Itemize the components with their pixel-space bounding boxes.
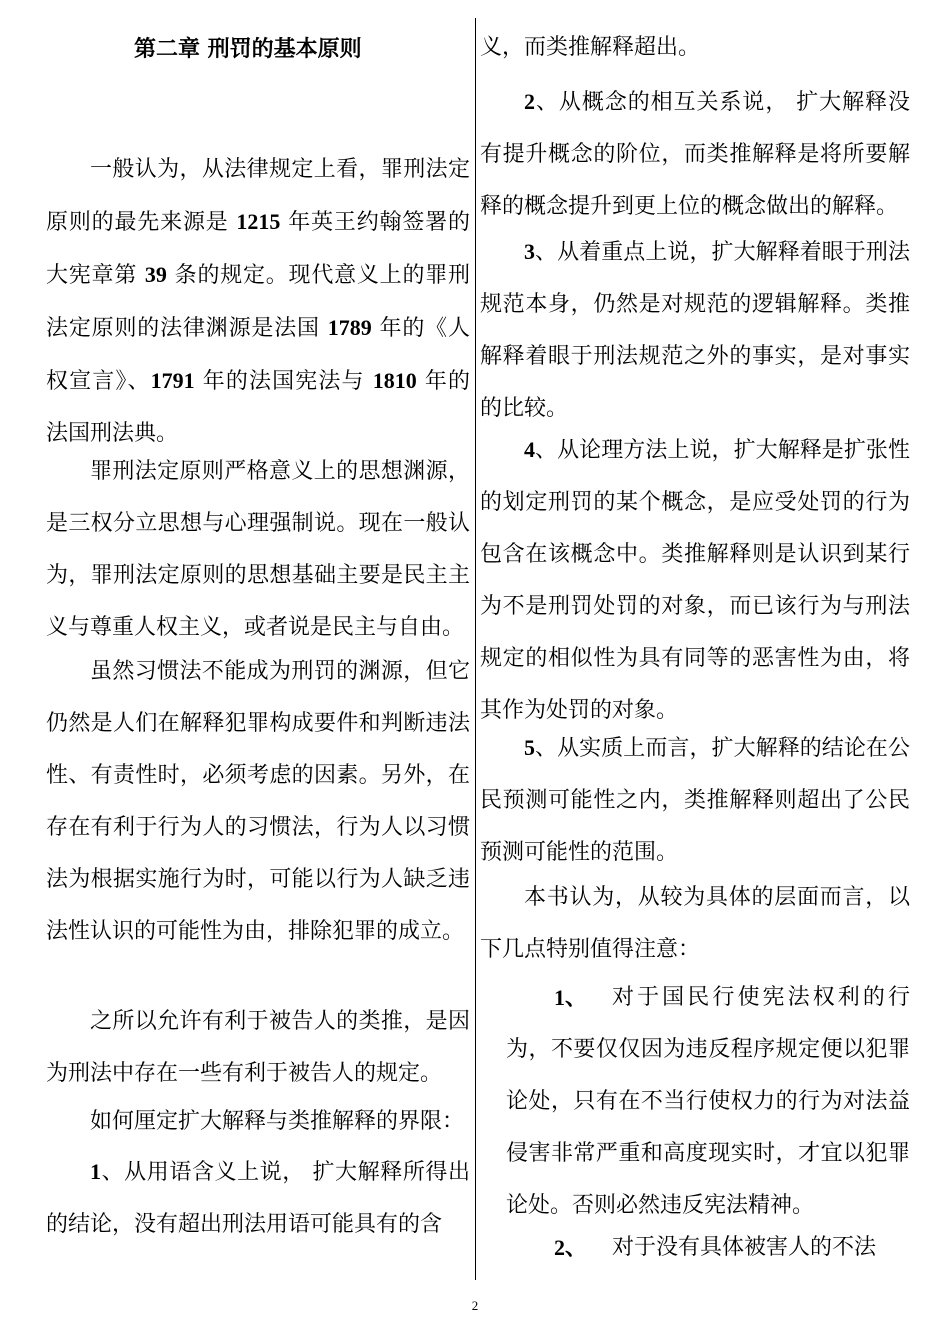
point-number: 4 <box>524 437 535 462</box>
paragraph-favorable-analogy: 之所以允许有利于被告人的类推，是因为刑法中存在一些有利于被告人的规定。 <box>46 1009 470 1086</box>
text-run: 年的《人权宣言》、 <box>46 316 470 394</box>
point-text: 、从论理方法上说，扩大解释是扩张性的划定刑罚的某个概念，是应受处罚的行为包含在该概念中。类推解释则是认识到某行为不是刑罚处罚的对象，而已该行为与刑法规定的相似性为具有同等的恶害性为由，将其作为处罚的对象。 <box>480 438 910 723</box>
paragraph-point-2 <box>480 76 910 233</box>
year-1215: 1215 <box>236 209 281 234</box>
paragraph-point-1 <box>46 1146 470 1251</box>
paragraph-point-4 <box>480 424 910 737</box>
text-run: 条的规定。现代意义上的罪刑法定原则的法律渊源是法国 <box>46 263 470 341</box>
point-text: 、从着重点上说，扩大解释着眼于刑法规范本身，仍然是对规范的逻辑解释。类推解释着眼于刑法规范之外的事实，是对事实的比较。 <box>480 240 910 421</box>
paragraph-ideological-source: 罪刑法定原则严格意义上的思想渊源，是三权分立思想与心理强制说。现在一般认为，罪刑法定原则的思想基础主要是民主主义与尊重人权主义，或者说是民主与自由。 <box>46 459 470 640</box>
point-text: 、从实质上而言，扩大解释的结论在公民预测可能性之内，类推解释则超出了公民预测可能性的范围。 <box>480 736 910 865</box>
chapter-title: 第二章 刑罚的基本原则 <box>134 37 362 62</box>
point-text: 、从概念的相互关系说， 扩大解释没有提升概念的阶位，而类推解释是将所要解释的概念提升到更上位的概念做出的解释。 <box>480 90 910 219</box>
text-run: 一般认为，从法律规定上看，罪刑法定原则的最先来源是 <box>46 157 470 235</box>
point-number: 5 <box>524 735 535 760</box>
text-run: 年的法国宪法与 <box>194 369 373 394</box>
page-number: 2 <box>471 1298 479 1313</box>
list-text: 对于国民行使宪法权利的行为，不要仅仅因为违反程序规定便以犯罪论处，只有在不当行使权力的行为对法益侵害非常严重和高度现实时，才宜以犯罪论处。否则必然违反宪法精神。 <box>506 985 910 1218</box>
list-number: 2、 <box>554 1235 588 1260</box>
paragraph-point-1-continued: 义，而类推解释超出。 <box>480 35 701 60</box>
point-number: 3 <box>524 239 535 264</box>
column-divider <box>475 18 476 1280</box>
year-1791: 1791 <box>150 368 195 393</box>
paragraph-boundary-question: 如何厘定扩大解释与类推解释的界限： <box>90 1109 465 1134</box>
point-text: 、从用语含义上说， 扩大解释所得出的结论，没有超出刑法用语可能具有的含 <box>46 1160 470 1237</box>
paragraph-origin <box>46 144 470 460</box>
point-number: 1 <box>90 1159 101 1184</box>
year-1810: 1810 <box>372 368 417 393</box>
paragraph-customary-law: 虽然习惯法不能成为刑罚的渊源，但它仍然是人们在解释犯罪构成要件和判断违法性、有责性时，必须考虑的因素。另外，在存在有利于行为人的习惯法，行为人以习惯法为根据实施行为时，可能以行为人缺乏违法性认识的可能性为由，排除犯罪的成立。 <box>46 659 470 944</box>
article-39: 39 <box>144 262 167 287</box>
paragraph-book-view: 本书认为，从较为具体的层面而言，以下几点特别值得注意： <box>480 885 910 962</box>
point-number: 2 <box>524 89 535 114</box>
text-run: 年英王约翰签署的大宪章第 <box>46 210 470 288</box>
paragraph-point-3 <box>480 226 910 435</box>
list-text: 对于没有具体被害人的不法 <box>612 1235 877 1260</box>
text-run: 年的法国刑法典。 <box>46 369 470 446</box>
year-1789: 1789 <box>327 315 372 340</box>
paragraph-point-5 <box>480 722 910 879</box>
list-number: 1、 <box>554 985 588 1010</box>
